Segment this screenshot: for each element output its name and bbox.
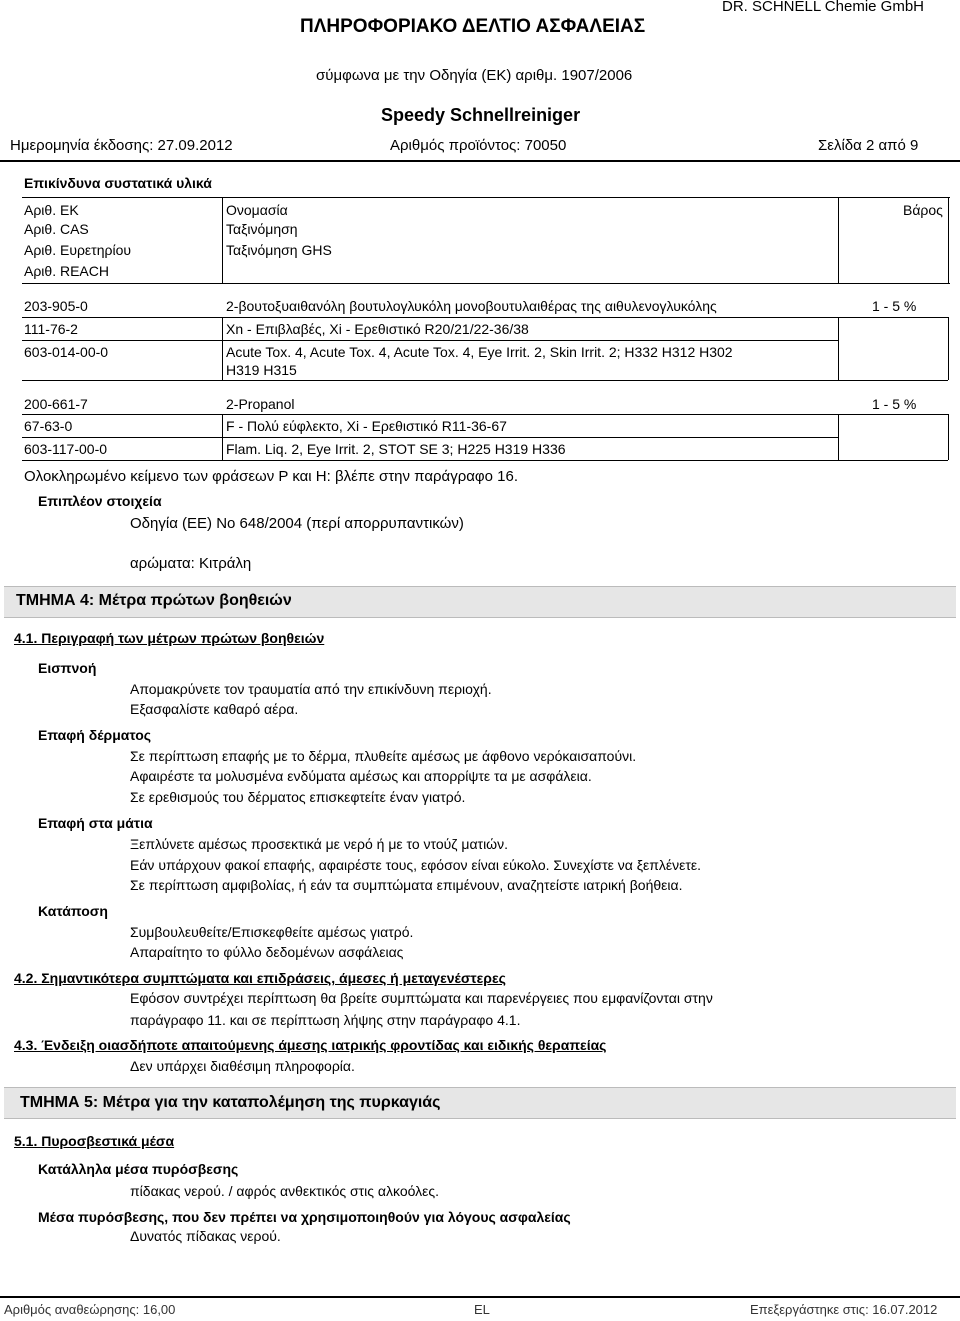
row1-index: 603-014-00-0 [24, 344, 109, 360]
table-vline [838, 197, 839, 283]
inhalation-heading: Εισπνοή [38, 660, 97, 676]
ingestion-line2: Απαραίτητο το φύλλο δεδομένων ασφάλειας [130, 944, 404, 960]
processed-date: Επεξεργάστηκε στις: 16.07.2012 [750, 1302, 938, 1317]
inhalation-line1: Απομακρύνετε τον τραυματία από την επικίνδυνη περιοχή. [130, 681, 492, 697]
table-header-line [22, 283, 950, 284]
unsuitable-media-heading: Μέσα πυρόσβεσης, που δεν πρέπει να χρησιμοποιηθούν για λόγους ασφαλείας [38, 1209, 571, 1225]
row-line [22, 460, 948, 461]
footer-divider [0, 1296, 960, 1298]
ingestion-heading: Κατάποση [38, 903, 108, 919]
regulation-subtitle: σύμφωνα με την Οδηγία (ΕΚ) αριθμ. 1907/2006 [316, 67, 633, 84]
col-ec-label: Αριθ. ΕΚ [24, 202, 79, 218]
row1-cas: 111-76-2 [24, 321, 78, 337]
col-cas-label: Αριθ. CAS [24, 221, 89, 237]
skin-heading: Επαφή δέρματος [38, 727, 152, 743]
fragrances: αρώματα: Κιτράλη [130, 555, 252, 572]
skin-line1: Σε περίπτωση επαφής με το δέρμα, πλυθείτε αμέσως με άφθονο νερόκαισαπούνι. [130, 748, 637, 764]
product-number: Αριθμός προϊόντος: 70050 [390, 137, 567, 154]
row-line [22, 380, 948, 381]
row2-cas: 67-63-0 [24, 418, 73, 434]
table-vline [838, 317, 839, 380]
eye-line3: Σε περίπτωση αμφιβολίας, ή εάν τα συμπτώματα επιμένουν, αναζητείστε ιατρική βοήθεια. [130, 877, 683, 893]
detergent-regulation: Οδηγία (ΕΕ) No 648/2004 (περί απορρυπαντικών) [130, 515, 464, 532]
row1-ghs-cont: H319 H315 [226, 362, 297, 378]
row-line [22, 317, 948, 318]
symptoms-line1: Εφόσον συντρέχει περίπτωση θα βρείτε συμπτώματα και παρενέργειες που εμφανίζονται στην [130, 990, 713, 1006]
row1-ghs: Acute Tox. 4, Acute Tox. 4, Acute Tox. 4, Eye Irrit. 2, Skin Irrit. 2; H332 H312 H302 [226, 344, 733, 360]
inhalation-line2: Εξασφαλίστε καθαρό αέρα. [130, 701, 299, 717]
col-reach-label: Αριθ. REACH [24, 263, 109, 279]
col-class-label: Ταξινόμηση [226, 221, 298, 237]
suitable-media: πίδακας νερού. / αφρός ανθεκτικός στις αλκοόλες. [130, 1183, 440, 1199]
row2-class: F - Πολύ εύφλεκτο, Xi - Ερεθιστικό R11-36-67 [226, 418, 507, 434]
page-number: Σελίδα 2 από 9 [818, 137, 919, 154]
section5-title: ΤΜΗΜΑ 5: Μέτρα για την καταπολέμηση της πυρκαγιάς [20, 1094, 441, 1111]
eye-line1: Ξεπλύνετε αμέσως προσεκτικά με νερό ή με το ντούζ ματιών. [130, 836, 508, 852]
row2-weight: 1 - 5 % [872, 396, 917, 412]
section4-title: ΤΜΗΜΑ 4: Μέτρα πρώτων βοηθειών [16, 592, 292, 609]
col-index-label: Αριθ. Ευρετηρίου [24, 242, 132, 258]
subsection-4-2: 4.2. Σημαντικότερα συμπτώματα και επιδράσεις, άμεσες ή μεταγενέστερες [14, 970, 506, 986]
extra-info-heading: Επιπλέον στοιχεία [38, 493, 162, 509]
issue-date: Ημερομηνία έκδοσης: 27.09.2012 [10, 137, 233, 154]
col-weight-label: Βάρος [903, 202, 943, 218]
symptoms-line2: παράγραφο 11. και σε περίπτωση λήψης στην παράγραφο 4.1. [130, 1012, 521, 1028]
row1-ec: 203-905-0 [24, 298, 88, 314]
table-vline [948, 317, 949, 380]
row1-class: Xn - Επιβλαβές, Xi - Ερεθιστικό R20/21/22-36/38 [226, 321, 529, 337]
table-vline [838, 414, 839, 460]
subsection-4-3: 4.3. Ένδειξη οιασδήποτε απαιτούμενης άμεσης ιατρικής φροντίδας και ειδικής θεραπείας [14, 1037, 607, 1053]
language-code: EL [474, 1302, 490, 1317]
skin-line2: Αφαιρέστε τα μολυσμένα ενδύματα αμέσως και απορρίψτε τα με ασφάλεια. [130, 768, 592, 784]
medical-attention-text: Δεν υπάρχει διαθέσιμη πληροφορία. [130, 1058, 355, 1074]
document-title: ΠΛΗΡΟΦΟΡΙΑΚΟ ΔΕΛΤΙΟ ΑΣΦΑΛΕΙΑΣ [300, 16, 646, 37]
col-name-label: Ονομασία [226, 202, 288, 218]
row1-name: 2-βουτοξυαιθανόλη βουτυλογλυκόλη μονοβουτυλαιθέρας της αιθυλενογλυκόλης [226, 298, 717, 314]
table-vline [222, 317, 223, 380]
full-text-note: Ολοκληρωμένο κείμενο των φράσεων Ρ και Η: βλέπε στην παράγραφο 16. [24, 468, 518, 485]
suitable-media-heading: Κατάλληλα μέσα πυρόσβεσης [38, 1161, 239, 1177]
header-divider [0, 160, 960, 162]
row2-name: 2-Propanol [226, 396, 295, 412]
row1-weight: 1 - 5 % [872, 298, 917, 314]
revision-number: Αριθμός αναθεώρησης: 16,00 [4, 1302, 176, 1317]
row2-index: 603-117-00-0 [24, 441, 108, 457]
hazardous-heading: Επικίνδυνα συστατικά υλικά [24, 175, 212, 191]
company-name: DR. SCHNELL Chemie GmbH [722, 0, 924, 15]
table-vline [222, 414, 223, 460]
row2-ghs: Flam. Liq. 2, Eye Irrit. 2, STOT SE 3; H225 H319 H336 [226, 441, 566, 457]
table-vline [948, 414, 949, 460]
product-name: Speedy Schnellreiniger [381, 105, 581, 125]
eye-line2: Εάν υπάρχουν φακοί επαφής, αφαιρέστε τους, εφόσον είναι εύκολο. Συνεχίστε να ξεπλένετε. [130, 857, 702, 873]
row2-ec: 200-661-7 [24, 396, 88, 412]
table-vline [222, 197, 223, 283]
eye-heading: Επαφή στα μάτια [38, 815, 153, 831]
row-line [22, 437, 838, 438]
row-line [22, 414, 948, 415]
table-top-line [22, 197, 950, 198]
skin-line3: Σε ερεθισμούς του δέρματος επισκεφτείτε έναν γιατρό. [130, 789, 466, 805]
row-line [22, 340, 838, 341]
col-ghs-label: Ταξινόμηση GHS [226, 242, 332, 258]
ingestion-line1: Συμβουλευθείτε/Επισκεφθείτε αμέσως γιατρό. [130, 924, 414, 940]
subsection-5-1: 5.1. Πυροσβεστικά μέσα [14, 1133, 175, 1149]
table-vline [948, 197, 949, 283]
subsection-4-1: 4.1. Περιγραφή των μέτρων πρώτων βοηθειών [14, 630, 325, 646]
unsuitable-media: Δυνατός πίδακας νερού. [130, 1228, 281, 1244]
